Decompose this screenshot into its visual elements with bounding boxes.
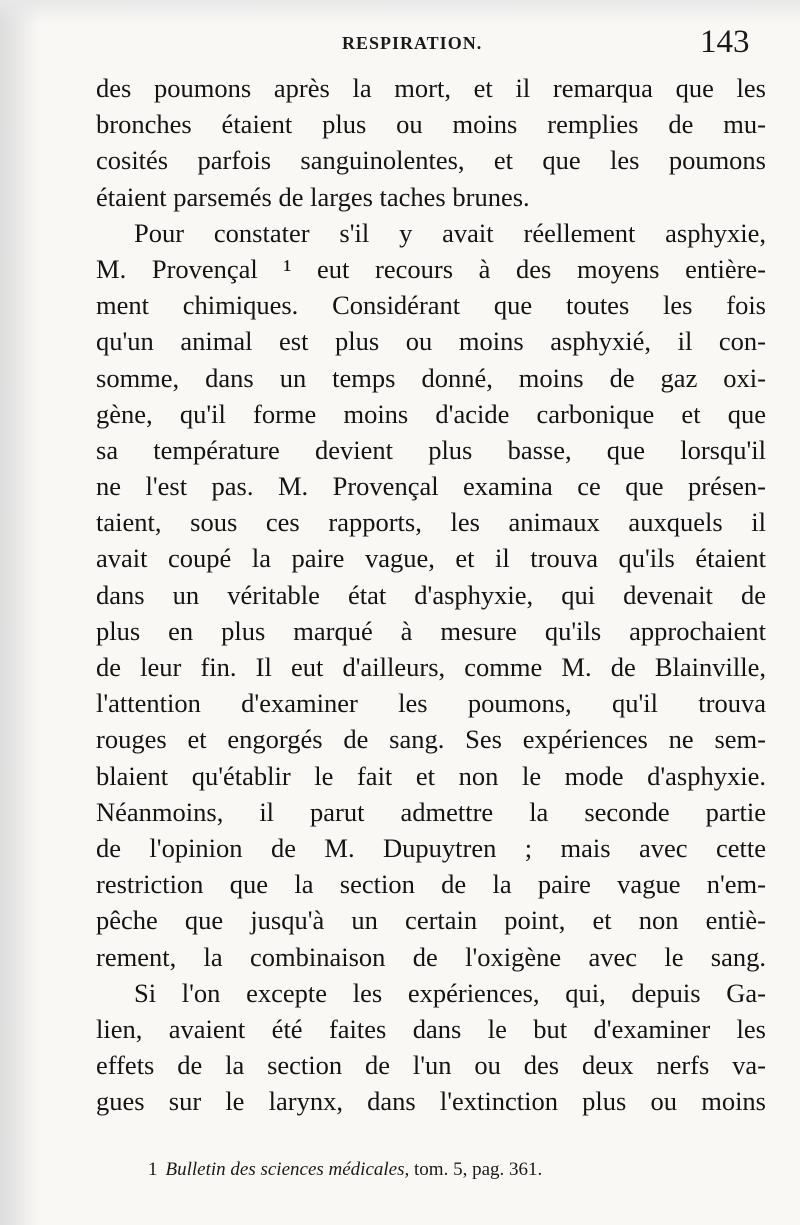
footnote [148,1159,542,1181]
text-line: Néanmoins, il parut admettre la seconde partie [96,796,766,827]
running-title: RESPIRATION. [342,33,483,53]
footnote-citation: , tom. 5, pag. 361. [404,1159,543,1180]
text-line: l'attention d'examiner les poumons, qu'il trouva [96,688,766,719]
text-line: plus en plus marqué à mesure qu'ils approchaient [96,615,766,646]
footnote-source-title: Bulletin des sciences médicales [165,1159,405,1180]
text-line: dans un véritable état d'asphyxie, qui devenait de [96,579,766,610]
text-line: qu'un animal est plus ou moins asphyxié, il con- [96,326,766,357]
page-top-shadow [0,0,800,24]
text-line: blaient qu'établir le fait et non le mode d'asphyxie. [96,760,766,791]
page-gutter-shadow [0,0,40,1225]
text-line: sa température devient plus basse, que lorsqu'il [96,434,766,465]
page-number: 143 [700,24,750,60]
text-line: de leur fin. Il eut d'ailleurs, comme M. de Blainville, [96,652,766,682]
text-line: taient, sous ces rapports, les animaux auxquels il [96,507,766,538]
text-line: ne l'est pas. M. Provençal examina ce que présen- [96,471,766,502]
text-line: de l'opinion de M. Dupuytren ; mais avec cette [96,832,766,863]
body-text [96,70,766,1119]
text-line: gène, qu'il forme moins d'acide carbonique et que [96,398,766,429]
text-line: des poumons après la mort, et il remarqua que les [96,73,766,103]
text-line: somme, dans un temps donné, moins de gaz oxi- [96,362,766,393]
text-line: avait coupé la paire vague, et il trouva qu'ils étaient [96,543,766,574]
text-line: rement, la combinaison de l'oxigène avec le sang. [96,941,766,972]
text-line: cosités parfois sanguinolentes, et que les poumons [96,145,766,176]
text-line: rouges et engorgés de sang. Ses expériences ne sem- [96,724,766,755]
text-line: Pour constater s'il y avait réellement asphyxie, [134,217,766,248]
text-line: effets de la section de l'un ou des deux nerfs va- [96,1050,766,1081]
footnote-number: 1 [148,1159,158,1180]
text-line: étaient parsemés de larges taches brunes. [96,181,530,212]
text-line: Si l'on excepte les expériences, qui, depuis Ga- [134,977,766,1008]
text-line: gues sur le larynx, dans l'extinction plus ou moins [96,1086,766,1117]
text-line: M. Provençal ¹ eut recours à des moyens entière- [96,253,766,284]
text-line: restriction que la section de la paire vague n'em- [96,869,766,900]
text-line: pêche que jusqu'à un certain point, et non entiè- [96,905,766,936]
text-line: ment chimiques. Considérant que toutes les fois [96,290,766,321]
text-line: bronches étaient plus ou moins remplies de mu- [96,109,766,140]
text-line: lien, avaient été faites dans le but d'examiner les [96,1013,766,1044]
